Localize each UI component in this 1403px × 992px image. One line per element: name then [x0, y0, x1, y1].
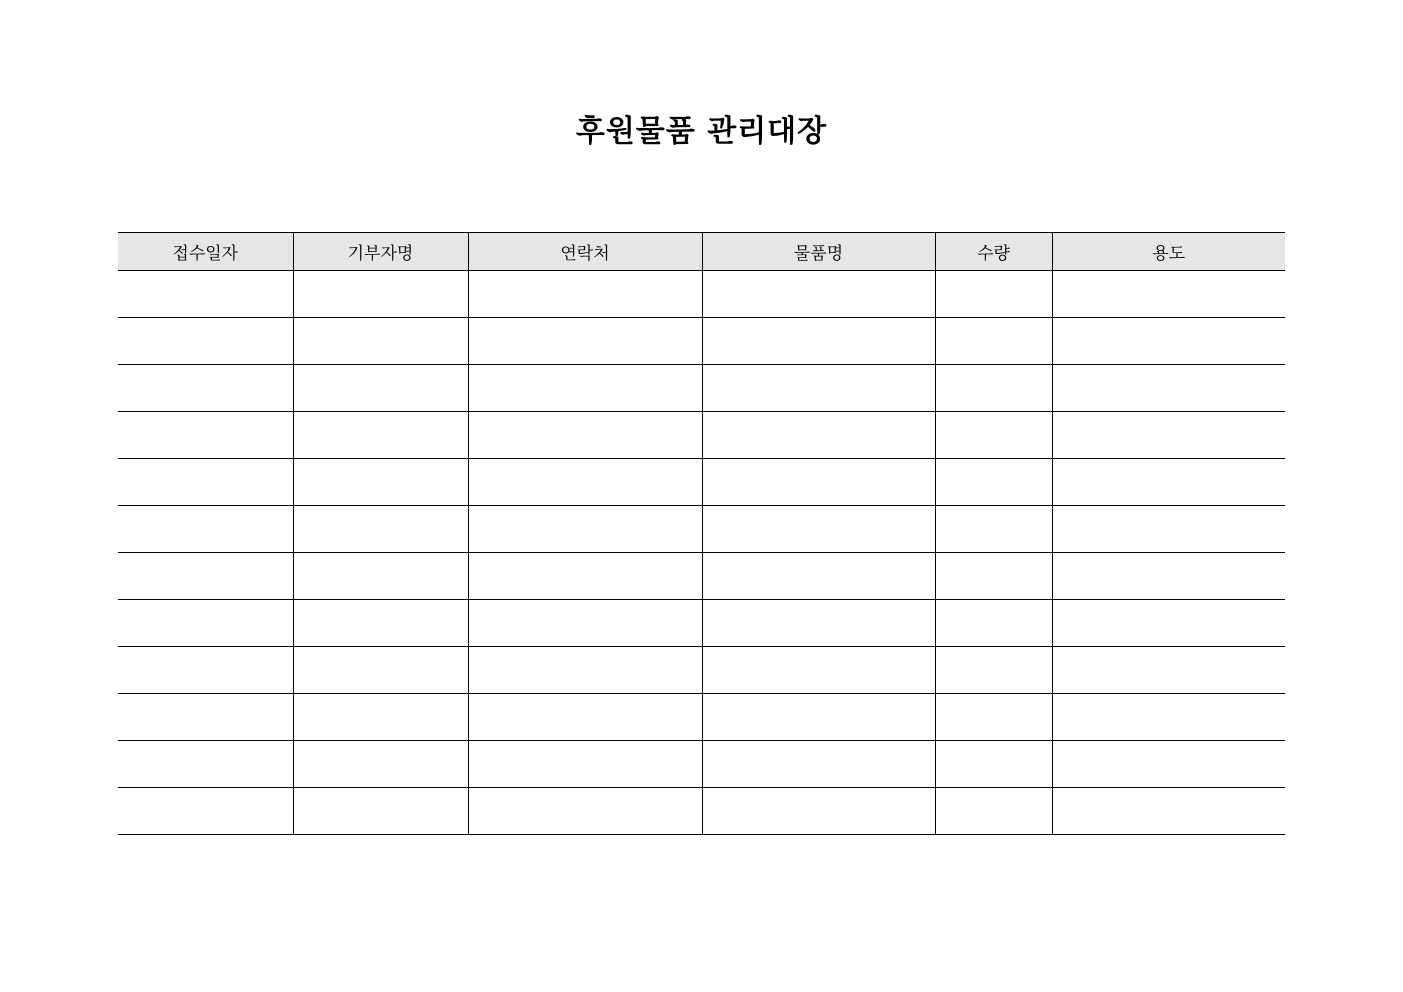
- quantity-cell[interactable]: [935, 694, 1052, 741]
- receipt-date-cell[interactable]: [118, 647, 293, 694]
- purpose-cell[interactable]: [1052, 365, 1285, 412]
- table-row: [118, 600, 1285, 647]
- contact-cell[interactable]: [468, 459, 702, 506]
- table-row: [118, 647, 1285, 694]
- header-quantity: 수량: [935, 233, 1052, 271]
- table-row: [118, 506, 1285, 553]
- contact-cell[interactable]: [468, 694, 702, 741]
- header-purpose: 용도: [1052, 233, 1285, 271]
- table-row: [118, 553, 1285, 600]
- quantity-cell[interactable]: [935, 506, 1052, 553]
- contact-cell[interactable]: [468, 506, 702, 553]
- quantity-cell[interactable]: [935, 318, 1052, 365]
- item-name-cell[interactable]: [702, 365, 935, 412]
- receipt-date-cell[interactable]: [118, 741, 293, 788]
- donation-ledger-table: [118, 232, 1285, 835]
- purpose-cell[interactable]: [1052, 694, 1285, 741]
- contact-cell[interactable]: [468, 412, 702, 459]
- item-name-cell[interactable]: [702, 600, 935, 647]
- quantity-cell[interactable]: [935, 459, 1052, 506]
- table-row: [118, 271, 1285, 318]
- quantity-cell[interactable]: [935, 600, 1052, 647]
- ledger-body: [118, 271, 1285, 835]
- table-row: [118, 365, 1285, 412]
- donor-name-cell[interactable]: [293, 271, 468, 318]
- table-row: [118, 459, 1285, 506]
- donor-name-cell[interactable]: [293, 694, 468, 741]
- header-donor-name: 기부자명: [293, 233, 468, 271]
- donor-name-cell[interactable]: [293, 741, 468, 788]
- purpose-cell[interactable]: [1052, 506, 1285, 553]
- contact-cell[interactable]: [468, 788, 702, 835]
- table-row: [118, 788, 1285, 835]
- item-name-cell[interactable]: [702, 741, 935, 788]
- table-row: [118, 412, 1285, 459]
- purpose-cell[interactable]: [1052, 318, 1285, 365]
- purpose-cell[interactable]: [1052, 459, 1285, 506]
- donor-name-cell[interactable]: [293, 459, 468, 506]
- receipt-date-cell[interactable]: [118, 271, 293, 318]
- purpose-cell[interactable]: [1052, 741, 1285, 788]
- contact-cell[interactable]: [468, 741, 702, 788]
- donor-name-cell[interactable]: [293, 318, 468, 365]
- quantity-cell[interactable]: [935, 553, 1052, 600]
- receipt-date-cell[interactable]: [118, 600, 293, 647]
- item-name-cell[interactable]: [702, 506, 935, 553]
- receipt-date-cell[interactable]: [118, 412, 293, 459]
- contact-cell[interactable]: [468, 553, 702, 600]
- donor-name-cell[interactable]: [293, 600, 468, 647]
- header-receipt-date: 접수일자: [118, 233, 293, 271]
- contact-cell[interactable]: [468, 647, 702, 694]
- item-name-cell[interactable]: [702, 694, 935, 741]
- contact-cell[interactable]: [468, 365, 702, 412]
- item-name-cell[interactable]: [702, 318, 935, 365]
- purpose-cell[interactable]: [1052, 788, 1285, 835]
- quantity-cell[interactable]: [935, 788, 1052, 835]
- purpose-cell[interactable]: [1052, 600, 1285, 647]
- receipt-date-cell[interactable]: [118, 318, 293, 365]
- contact-cell[interactable]: [468, 600, 702, 647]
- donor-name-cell[interactable]: [293, 553, 468, 600]
- document-title: 후원물품 관리대장: [575, 114, 828, 149]
- item-name-cell[interactable]: [702, 412, 935, 459]
- receipt-date-cell[interactable]: [118, 788, 293, 835]
- contact-cell[interactable]: [468, 318, 702, 365]
- purpose-cell[interactable]: [1052, 271, 1285, 318]
- receipt-date-cell[interactable]: [118, 694, 293, 741]
- donor-name-cell[interactable]: [293, 788, 468, 835]
- donor-name-cell[interactable]: [293, 506, 468, 553]
- purpose-cell[interactable]: [1052, 412, 1285, 459]
- item-name-cell[interactable]: [702, 788, 935, 835]
- receipt-date-cell[interactable]: [118, 365, 293, 412]
- table-row: [118, 694, 1285, 741]
- item-name-cell[interactable]: [702, 647, 935, 694]
- purpose-cell[interactable]: [1052, 647, 1285, 694]
- quantity-cell[interactable]: [935, 741, 1052, 788]
- quantity-cell[interactable]: [935, 365, 1052, 412]
- quantity-cell[interactable]: [935, 647, 1052, 694]
- contact-cell[interactable]: [468, 271, 702, 318]
- quantity-cell[interactable]: [935, 412, 1052, 459]
- item-name-cell[interactable]: [702, 271, 935, 318]
- donor-name-cell[interactable]: [293, 365, 468, 412]
- header-row: [118, 233, 1285, 271]
- header-item-name: 물품명: [702, 233, 935, 271]
- quantity-cell[interactable]: [935, 271, 1052, 318]
- receipt-date-cell[interactable]: [118, 553, 293, 600]
- receipt-date-cell[interactable]: [118, 506, 293, 553]
- item-name-cell[interactable]: [702, 459, 935, 506]
- item-name-cell[interactable]: [702, 553, 935, 600]
- donor-name-cell[interactable]: [293, 412, 468, 459]
- donor-name-cell[interactable]: [293, 647, 468, 694]
- table-row: [118, 741, 1285, 788]
- header-contact: 연락처: [468, 233, 702, 271]
- table-row: [118, 318, 1285, 365]
- receipt-date-cell[interactable]: [118, 459, 293, 506]
- purpose-cell[interactable]: [1052, 553, 1285, 600]
